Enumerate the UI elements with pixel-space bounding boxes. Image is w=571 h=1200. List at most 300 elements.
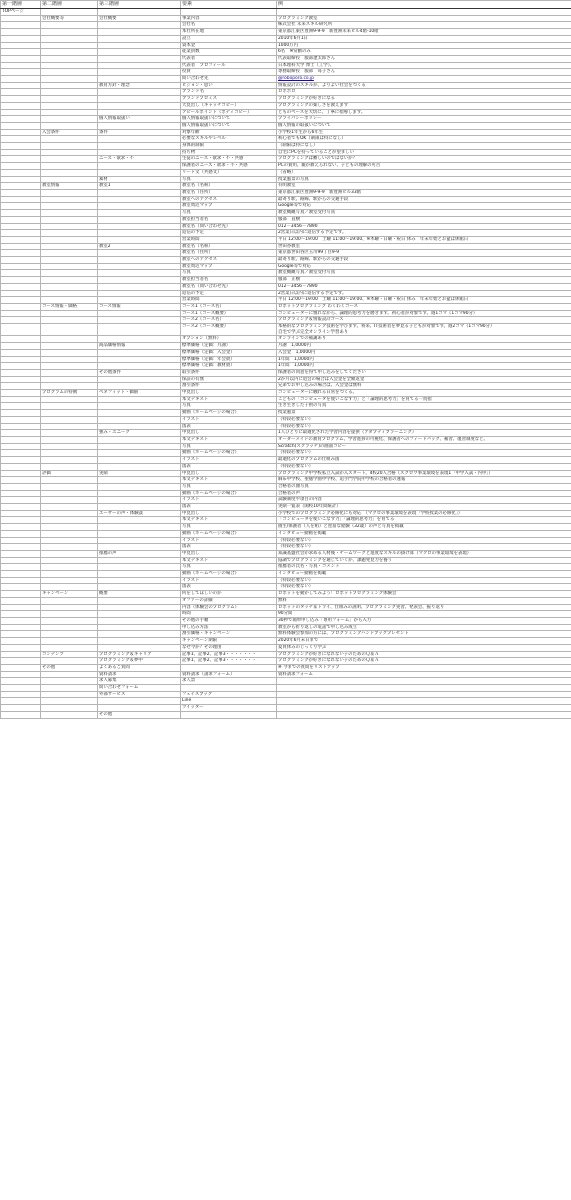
- level3-cell[interactable]: [98, 189, 181, 196]
- example-cell[interactable]: 生き生きした子供の写真: [277, 403, 571, 410]
- element-cell[interactable]: 教室へのアクセス: [181, 257, 277, 264]
- element-cell[interactable]: 教室名（名称）: [181, 183, 277, 190]
- example-cell[interactable]: 2020年6月末日まで: [277, 638, 571, 645]
- level3-cell[interactable]: [98, 349, 181, 356]
- level1-cell[interactable]: [1, 143, 41, 150]
- example-cell[interactable]: オーダーメイドの教育プログラム、学習進捗の可視化、保護者へのフィードバック、補習、復習制度など。: [277, 437, 571, 444]
- level1-cell[interactable]: [1, 430, 41, 437]
- level2-cell[interactable]: [41, 55, 98, 62]
- element-cell[interactable]: 写真: [181, 443, 277, 450]
- element-cell[interactable]: ビジョン・思い: [181, 82, 277, 89]
- level2-cell[interactable]: [41, 343, 98, 350]
- example-cell[interactable]: 合格者の顔写真: [277, 483, 571, 490]
- level2-cell[interactable]: [41, 102, 98, 109]
- level1-cell[interactable]: [1, 463, 41, 470]
- element-cell[interactable]: 図表: [181, 544, 277, 551]
- example-cell[interactable]: 本格的なプログラミング技術を学びます。将来、IT技術者を夢見る子どもが対象です。週2コマ（1コマ90分） 自宅で学ぶ完全オンライン学習あり: [277, 324, 571, 336]
- example-cell[interactable]: プライバシーポリシー: [277, 116, 571, 123]
- example-cell[interactable]: 1000万円: [277, 42, 571, 49]
- level1-cell[interactable]: [1, 35, 41, 42]
- level3-cell[interactable]: [98, 450, 181, 457]
- level2-cell[interactable]: [41, 116, 98, 123]
- level2-cell[interactable]: [41, 557, 98, 564]
- level1-cell[interactable]: [1, 691, 41, 698]
- level1-cell[interactable]: [1, 263, 41, 270]
- level1-cell[interactable]: [1, 664, 41, 671]
- level1-cell[interactable]: [1, 524, 41, 531]
- level3-cell[interactable]: [98, 396, 181, 403]
- level3-cell[interactable]: [98, 571, 181, 578]
- level2-cell[interactable]: [41, 143, 98, 150]
- element-cell[interactable]: 返信の予定: [181, 230, 277, 237]
- header-cell-level1[interactable]: 第一階層: [1, 1, 41, 9]
- element-cell[interactable]: 中見出し: [181, 430, 277, 437]
- level1-cell[interactable]: [1, 410, 41, 417]
- level1-cell[interactable]: [1, 163, 41, 170]
- element-cell[interactable]: 保証の有無: [181, 376, 277, 383]
- element-cell[interactable]: 標準価格（定価：月謝）: [181, 343, 277, 350]
- element-cell[interactable]: ブランド名: [181, 89, 277, 96]
- level3-cell[interactable]: 強み・ユニーク: [98, 430, 181, 437]
- level3-cell[interactable]: [98, 310, 181, 317]
- level1-cell[interactable]: [1, 196, 41, 203]
- element-cell[interactable]: 時間: [181, 611, 277, 618]
- element-cell[interactable]: 申し込み方法: [181, 624, 277, 631]
- element-cell[interactable]: 動画（ホームページの場合）: [181, 490, 277, 497]
- example-cell[interactable]: 専務取締役 服部 苺子さん: [277, 69, 571, 76]
- level2-cell[interactable]: [41, 584, 98, 591]
- level3-cell[interactable]: [98, 230, 181, 237]
- example-cell[interactable]: 最寄り駅、路線、駅からの交通手段: [277, 257, 571, 264]
- level3-cell[interactable]: [98, 544, 181, 551]
- level1-cell[interactable]: [1, 678, 41, 685]
- example-cell[interactable]: プログラミング教室: [277, 15, 571, 22]
- level2-cell[interactable]: [41, 403, 98, 410]
- level1-cell[interactable]: [1, 236, 41, 243]
- example-cell[interactable]: 協調でプログラミングを通じていくか、課題発見力を養う: [277, 557, 571, 564]
- level3-cell[interactable]: [98, 557, 181, 564]
- level3-cell[interactable]: [98, 504, 181, 511]
- level3-cell[interactable]: [98, 42, 181, 49]
- element-cell[interactable]: キャンペーン期限: [181, 638, 277, 645]
- element-cell[interactable]: 従業員数: [181, 49, 277, 56]
- element-cell[interactable]: 資料請求（請求フォーム）: [181, 671, 277, 678]
- element-cell[interactable]: 営業時間: [181, 297, 277, 304]
- level3-cell[interactable]: その他条件: [98, 369, 181, 376]
- level2-cell[interactable]: [41, 611, 98, 618]
- example-cell[interactable]: 資料請求フォーム: [277, 671, 571, 678]
- level1-cell[interactable]: [1, 437, 41, 444]
- level1-cell[interactable]: [1, 416, 41, 423]
- element-cell[interactable]: コース1（コース概要）: [181, 310, 277, 317]
- level1-cell[interactable]: [1, 698, 41, 705]
- example-cell[interactable]: @roboporo.co.jp: [277, 76, 571, 83]
- example-cell[interactable]: 小学校1年生から6年生: [277, 129, 571, 136]
- level3-cell[interactable]: [98, 443, 181, 450]
- level1-cell[interactable]: [1, 711, 41, 718]
- level3-cell[interactable]: [98, 283, 181, 290]
- level3-cell[interactable]: [98, 564, 181, 571]
- example-cell[interactable]: プログラミングが好きになれない子のためのＱ＆Ａ: [277, 651, 571, 658]
- level2-cell[interactable]: [41, 437, 98, 444]
- level2-cell[interactable]: [41, 324, 98, 336]
- level3-cell[interactable]: [98, 149, 181, 156]
- level2-cell[interactable]: [41, 223, 98, 230]
- level2-cell[interactable]: [41, 644, 98, 651]
- example-cell[interactable]: 夏買休みのじっくり学ぶ: [277, 644, 571, 651]
- level3-cell[interactable]: [98, 29, 181, 36]
- level2-cell[interactable]: [41, 705, 98, 712]
- level3-cell[interactable]: 会社概要: [98, 15, 181, 22]
- level2-cell[interactable]: [41, 524, 98, 531]
- example-cell[interactable]: 平日 12:00～19:00 土曜 11:00～19:00、※木曜・日曜・祝日 休み 年末年始とお盆は休館日: [277, 297, 571, 304]
- level3-cell[interactable]: コース情報: [98, 303, 181, 310]
- element-cell[interactable]: コース2（コース概要）: [181, 324, 277, 336]
- level1-cell[interactable]: [1, 470, 41, 477]
- level3-cell[interactable]: 推薦の声: [98, 550, 181, 557]
- element-cell[interactable]: コース2（コース名）: [181, 317, 277, 324]
- level2-cell[interactable]: [41, 711, 98, 718]
- level3-cell[interactable]: [98, 223, 181, 230]
- example-cell[interactable]: 2010年6月1日: [277, 35, 571, 42]
- example-cell[interactable]: 有明教室: [277, 183, 571, 190]
- example-cell[interactable]: 1人ひとりに最適化された学習内容を提供（アダプティブラーニング）: [277, 430, 571, 437]
- level3-cell[interactable]: [98, 297, 181, 304]
- level2-cell[interactable]: [41, 9, 98, 16]
- level2-cell[interactable]: [41, 463, 98, 470]
- element-cell[interactable]: 写真: [181, 564, 277, 571]
- level3-cell[interactable]: [98, 257, 181, 264]
- example-cell[interactable]: 教室から折り返しの電話で申し込み成立: [277, 624, 571, 631]
- element-cell[interactable]: 教室担当者名: [181, 277, 277, 284]
- level3-cell[interactable]: 資料請求: [98, 671, 181, 678]
- level1-cell[interactable]: [1, 443, 41, 450]
- level2-cell[interactable]: [41, 517, 98, 524]
- level3-cell[interactable]: [98, 163, 181, 170]
- level2-cell[interactable]: [41, 550, 98, 557]
- example-cell[interactable]: 入会金 1,0000円: [277, 349, 571, 356]
- level1-cell[interactable]: [1, 584, 41, 591]
- level3-cell[interactable]: [98, 89, 181, 96]
- level3-cell[interactable]: [98, 624, 181, 631]
- element-cell[interactable]: 中見出し: [181, 510, 277, 517]
- level3-cell[interactable]: [98, 423, 181, 430]
- level3-cell[interactable]: [98, 143, 181, 150]
- example-cell[interactable]: 個人情報の取扱いについて: [277, 122, 571, 129]
- level2-cell[interactable]: [41, 196, 98, 203]
- level2-cell[interactable]: [41, 369, 98, 376]
- level2-cell[interactable]: コンテンツ: [41, 651, 98, 658]
- level1-cell[interactable]: [1, 577, 41, 584]
- level1-cell[interactable]: [1, 685, 41, 692]
- element-cell[interactable]: Line: [181, 698, 277, 705]
- level3-cell[interactable]: よくあるご質問: [98, 664, 181, 671]
- example-cell[interactable]: [277, 711, 571, 718]
- level1-cell[interactable]: [1, 343, 41, 350]
- level1-cell[interactable]: [1, 376, 41, 383]
- level2-cell[interactable]: [41, 691, 98, 698]
- level2-cell[interactable]: [41, 76, 98, 83]
- element-cell[interactable]: 代表者 プロフィール: [181, 62, 277, 69]
- level2-cell[interactable]: [41, 189, 98, 196]
- example-cell[interactable]: ※ 今までの質問をリストアップ: [277, 664, 571, 671]
- level1-cell[interactable]: [1, 82, 41, 89]
- example-cell[interactable]: 代表取締役 服部遼太郎さん: [277, 55, 571, 62]
- level3-cell[interactable]: [98, 22, 181, 29]
- header-cell-level3[interactable]: 第三階層: [98, 1, 181, 9]
- example-cell[interactable]: 最適化のプログラムの仕組み図: [277, 457, 571, 464]
- element-cell[interactable]: 役員: [181, 69, 277, 76]
- level3-cell[interactable]: [98, 705, 181, 712]
- example-cell[interactable]: 90分間: [277, 611, 571, 618]
- level2-cell[interactable]: [41, 363, 98, 370]
- level2-cell[interactable]: [41, 416, 98, 423]
- level3-cell[interactable]: [98, 638, 181, 645]
- level3-cell[interactable]: [98, 530, 181, 537]
- level3-cell[interactable]: [98, 416, 181, 423]
- level1-cell[interactable]: [1, 96, 41, 103]
- level1-cell[interactable]: [1, 544, 41, 551]
- element-cell[interactable]: 教室名（住所）: [181, 250, 277, 257]
- level3-cell[interactable]: [98, 102, 181, 109]
- level1-cell[interactable]: [1, 517, 41, 524]
- example-cell[interactable]: プログラミングが好きになる: [277, 96, 571, 103]
- level3-cell[interactable]: [98, 336, 181, 343]
- level3-cell[interactable]: [98, 483, 181, 490]
- level2-cell[interactable]: [41, 149, 98, 156]
- level1-cell[interactable]: [1, 277, 41, 284]
- example-cell[interactable]: 最寄り駅、路線、駅からの交通手段: [277, 196, 571, 203]
- level3-cell[interactable]: 外部サービス: [98, 691, 181, 698]
- level2-cell[interactable]: [41, 638, 98, 645]
- level2-cell[interactable]: [41, 29, 98, 36]
- level3-cell[interactable]: [98, 537, 181, 544]
- level1-cell[interactable]: [1, 257, 41, 264]
- example-cell[interactable]: 株式会社 未来スキル研究所: [277, 22, 571, 29]
- level3-cell[interactable]: 個人情報取扱い: [98, 116, 181, 123]
- level1-cell[interactable]: [1, 76, 41, 83]
- level2-cell[interactable]: [41, 490, 98, 497]
- level2-cell[interactable]: 教室情報: [41, 183, 98, 190]
- element-cell[interactable]: 写真: [181, 483, 277, 490]
- level2-cell[interactable]: [41, 210, 98, 217]
- example-cell[interactable]: [277, 678, 571, 685]
- level2-cell[interactable]: [41, 290, 98, 297]
- element-cell[interactable]: 返信の予定: [181, 290, 277, 297]
- level1-cell[interactable]: [1, 490, 41, 497]
- level1-cell[interactable]: [1, 136, 41, 143]
- example-cell[interactable]: 授業風景の写真: [277, 176, 571, 183]
- example-cell[interactable]: 世田谷教室: [277, 243, 571, 250]
- example-cell[interactable]: 2営業日以内に返信する予定です。: [277, 290, 571, 297]
- level3-cell[interactable]: [98, 136, 181, 143]
- level1-cell[interactable]: [1, 55, 41, 62]
- example-cell[interactable]: 保護者の同意を得て申し込みをしてください: [277, 369, 571, 376]
- level2-cell[interactable]: 会社概要等: [41, 15, 98, 22]
- level2-cell[interactable]: [41, 678, 98, 685]
- level1-cell[interactable]: [1, 450, 41, 457]
- element-cell[interactable]: 生徒のニーズ・欲求・不・共感: [181, 156, 277, 163]
- element-cell[interactable]: 写真: [181, 176, 277, 183]
- element-cell[interactable]: 図表: [181, 584, 277, 591]
- level1-cell[interactable]: [1, 49, 41, 56]
- element-cell[interactable]: 本文テキスト: [181, 396, 277, 403]
- level3-cell[interactable]: [98, 35, 181, 42]
- example-cell[interactable]: 月謝 1,0000円: [277, 343, 571, 350]
- element-cell[interactable]: 本社所在地: [181, 29, 277, 36]
- level1-cell[interactable]: [1, 564, 41, 571]
- example-cell[interactable]: [277, 9, 571, 16]
- example-cell[interactable]: 6名 ※常勤のみ: [277, 49, 571, 56]
- example-cell[interactable]: （特段必要ない）: [277, 537, 571, 544]
- example-cell[interactable]: 自宅にPCを持っていることが望ましい: [277, 149, 571, 156]
- level3-cell[interactable]: プログラミング＆キャリア: [98, 651, 181, 658]
- level1-cell[interactable]: [1, 62, 41, 69]
- element-cell[interactable]: 事業内容: [181, 15, 277, 22]
- element-cell[interactable]: 対象年齢: [181, 129, 277, 136]
- level3-cell[interactable]: [98, 76, 181, 83]
- example-cell[interactable]: 1年間 1,0000円: [277, 363, 571, 370]
- level1-cell[interactable]: [1, 270, 41, 277]
- level3-cell[interactable]: [98, 236, 181, 243]
- example-cell[interactable]: 教室概観写真／教室受付写真: [277, 270, 571, 277]
- element-cell[interactable]: 動画（ホームページの場合）: [181, 571, 277, 578]
- level1-cell[interactable]: [1, 42, 41, 49]
- level2-cell[interactable]: [41, 658, 98, 665]
- level2-cell[interactable]: その他: [41, 664, 98, 671]
- level2-cell[interactable]: [41, 156, 98, 163]
- element-cell[interactable]: [181, 711, 277, 718]
- element-cell[interactable]: 教室名（問い合わせ先）: [181, 283, 277, 290]
- level3-cell[interactable]: [98, 644, 181, 651]
- level1-cell[interactable]: TOPページ: [1, 9, 41, 16]
- level3-cell[interactable]: [98, 410, 181, 417]
- level1-cell[interactable]: [1, 223, 41, 230]
- element-cell[interactable]: 保護者のニーズ・欲求・不・共感: [181, 163, 277, 170]
- level2-cell[interactable]: [41, 243, 98, 250]
- example-cell[interactable]: プログラミング＆情報設計コース: [277, 317, 571, 324]
- level1-cell[interactable]: [1, 149, 41, 156]
- level2-cell[interactable]: [41, 122, 98, 129]
- element-cell[interactable]: 身体的制限: [181, 143, 277, 150]
- level1-cell[interactable]: [1, 169, 41, 176]
- level1-cell[interactable]: [1, 203, 41, 210]
- level2-cell[interactable]: コース情報・価格: [41, 303, 98, 310]
- level2-cell[interactable]: [41, 136, 98, 143]
- level2-cell[interactable]: [41, 310, 98, 317]
- level3-cell[interactable]: [98, 317, 181, 324]
- element-cell[interactable]: 個人情報取扱いについて: [181, 116, 277, 123]
- element-cell[interactable]: 図表: [181, 423, 277, 430]
- level3-cell[interactable]: 素材: [98, 176, 181, 183]
- example-cell[interactable]: 情報設計のスキルが、よりよい社会をつくる: [277, 82, 571, 89]
- example-cell[interactable]: [277, 705, 571, 712]
- element-cell[interactable]: 動画（ホームページの場合）: [181, 530, 277, 537]
- example-cell[interactable]: PCの費用、親が教えられない、子どもの理解の可否: [277, 163, 571, 170]
- example-cell[interactable]: 無料体験会参加の方には、プログラミングハンドブックプレゼント: [277, 631, 571, 638]
- level2-cell[interactable]: [41, 544, 98, 551]
- element-cell[interactable]: アピールポイント（ボディコピー）: [181, 109, 277, 116]
- element-cell[interactable]: 標準価格（定価：教材費）: [181, 363, 277, 370]
- example-cell[interactable]: [277, 685, 571, 692]
- element-cell[interactable]: 本文テキスト: [181, 517, 277, 524]
- example-cell[interactable]: 東京都江東区豊洲9-9-9 新豊洲ビル33階: [277, 189, 571, 196]
- element-cell[interactable]: ブランドプロミス: [181, 96, 277, 103]
- level3-cell[interactable]: [98, 698, 181, 705]
- example-cell[interactable]: 試験制度や項目の内容: [277, 497, 571, 504]
- level1-cell[interactable]: [1, 297, 41, 304]
- level3-cell[interactable]: 教室1: [98, 183, 181, 190]
- level2-cell[interactable]: [41, 82, 98, 89]
- level3-cell[interactable]: [98, 403, 181, 410]
- element-cell[interactable]: 中見出し: [181, 470, 277, 477]
- level3-cell[interactable]: [98, 270, 181, 277]
- level1-cell[interactable]: [1, 705, 41, 712]
- level1-cell[interactable]: [1, 504, 41, 511]
- level2-cell[interactable]: [41, 89, 98, 96]
- level1-cell[interactable]: [1, 423, 41, 430]
- example-cell[interactable]: 小学校でのプログラミング必修化にも対応 （マクロの事業環境を表現「学校授業の必修化」）: [277, 510, 571, 517]
- level1-cell[interactable]: [1, 129, 41, 136]
- level1-cell[interactable]: [1, 317, 41, 324]
- element-cell[interactable]: イラスト: [181, 497, 277, 504]
- example-cell[interactable]: 麻布中学校、聖徳学園中学校、追手門学院中学校の合格者の運報: [277, 477, 571, 484]
- level1-cell[interactable]: [1, 109, 41, 116]
- level2-cell[interactable]: [41, 604, 98, 611]
- level1-cell[interactable]: [1, 122, 41, 129]
- level1-cell[interactable]: [1, 15, 41, 22]
- element-cell[interactable]: リード文（共感文）: [181, 169, 277, 176]
- level1-cell[interactable]: [1, 658, 41, 665]
- level2-cell[interactable]: [41, 631, 98, 638]
- level2-cell[interactable]: [41, 336, 98, 343]
- level3-cell[interactable]: [98, 457, 181, 464]
- element-cell[interactable]: 取引条件: [181, 369, 277, 376]
- level3-cell[interactable]: [98, 290, 181, 297]
- level3-cell[interactable]: [98, 250, 181, 257]
- level3-cell[interactable]: [98, 49, 181, 56]
- level1-cell[interactable]: [1, 349, 41, 356]
- level1-cell[interactable]: [1, 176, 41, 183]
- example-cell[interactable]: 012－3456－7890: [277, 223, 571, 230]
- example-cell[interactable]: 2営業日以内に返信する予定です。: [277, 230, 571, 237]
- level2-cell[interactable]: [41, 349, 98, 356]
- element-cell[interactable]: 本文テキスト: [181, 437, 277, 444]
- level3-cell[interactable]: 概要: [98, 591, 181, 598]
- example-cell[interactable]: 兄弟でお申し込みの場合は、入会金は無料: [277, 383, 571, 390]
- element-cell[interactable]: 写真: [181, 403, 277, 410]
- example-cell[interactable]: プログラミングの楽しさを教えます: [277, 102, 571, 109]
- level3-cell[interactable]: [98, 597, 181, 604]
- level2-cell[interactable]: [41, 671, 98, 678]
- level2-cell[interactable]: [41, 617, 98, 624]
- level3-cell[interactable]: [98, 477, 181, 484]
- element-cell[interactable]: 割引条件: [181, 383, 277, 390]
- level3-cell[interactable]: ニーズ・欲求・不: [98, 156, 181, 163]
- level1-cell[interactable]: [1, 216, 41, 223]
- example-cell[interactable]: （特段必要ない）: [277, 423, 571, 430]
- example-cell[interactable]: 30秒で簡単申し込み「専用フォーム」から入力: [277, 617, 571, 624]
- level1-cell[interactable]: [1, 390, 41, 397]
- level2-cell[interactable]: [41, 277, 98, 284]
- example-cell[interactable]: 平日 12:00～19:00 土曜 11:00～19:00、※木曜・日曜・祝日 休み 年末年始とお盆は休館日: [277, 236, 571, 243]
- element-cell[interactable]: コース1（コース名）: [181, 303, 277, 310]
- level1-cell[interactable]: [1, 243, 41, 250]
- example-cell[interactable]: ロボットのタッチ＆トライ、仕組みの説明、プログラミング実習、発表会、振り返り: [277, 604, 571, 611]
- level2-cell[interactable]: [41, 163, 98, 170]
- example-cell[interactable]: とものペースを大切に、丁寧に指導します。: [277, 109, 571, 116]
- example-cell[interactable]: ロボットを動かしてみよう！ロボットプログラミング体験会: [277, 591, 571, 598]
